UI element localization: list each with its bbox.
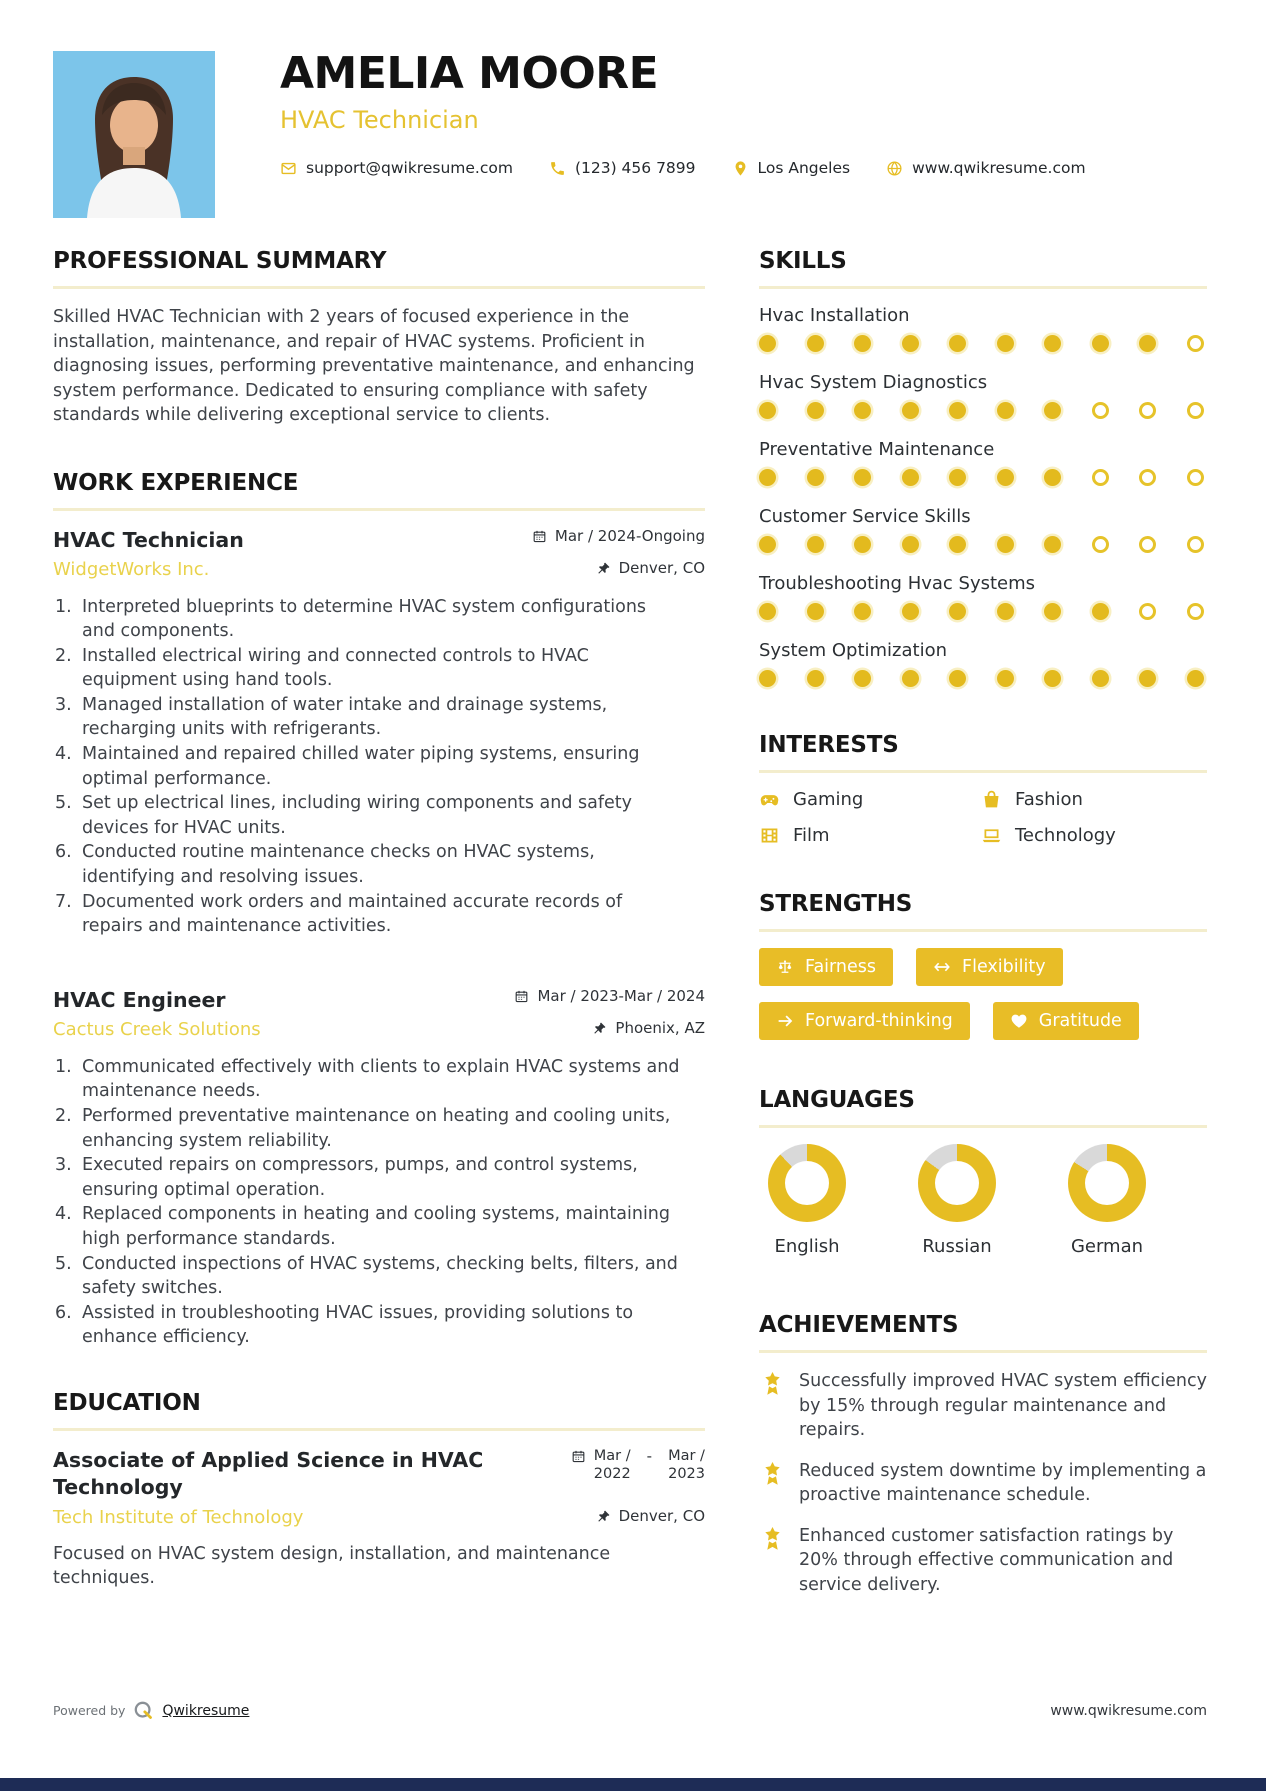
strength-badge — [759, 948, 893, 986]
skill-dot-filled — [759, 603, 776, 620]
bullet-number: 1. — [55, 596, 72, 617]
right-column — [759, 248, 1207, 1613]
job-subhead — [53, 559, 705, 580]
section-education — [53, 1390, 705, 1591]
bullet-number: 4. — [55, 744, 72, 765]
arrow-right-icon — [776, 1012, 794, 1030]
section-professional-summary — [53, 248, 705, 428]
skill-dot-filled — [759, 402, 776, 419]
experience-bullet — [53, 791, 683, 840]
achievement-text: Successfully improved HVAC system efficiency by 15% through regular maintenance and repairs. — [799, 1371, 1207, 1440]
skill-dot-filled — [1044, 670, 1061, 687]
education-heading: EDUCATION — [53, 1389, 201, 1416]
job-entry — [53, 987, 705, 1350]
skill-dot-filled — [854, 670, 871, 687]
skill-dot-filled — [997, 603, 1014, 620]
interest-item — [759, 825, 981, 846]
skill-rating — [759, 536, 1207, 553]
bullet-text: Installed electrical wiring and connected controls to HVAC equipment using hand tools. — [82, 645, 589, 691]
skill-label: Preventative Maintenance — [759, 439, 995, 460]
skill-dot-filled — [997, 536, 1014, 553]
section-underline — [53, 286, 705, 289]
section-languages — [759, 1087, 1207, 1257]
skill-dot-empty — [1139, 603, 1156, 620]
strength-label: Fairness — [805, 957, 877, 977]
skill-dot-filled — [1139, 670, 1156, 687]
achievement-item — [759, 1459, 1207, 1508]
skill-dot-filled — [1092, 603, 1109, 620]
skill-rating — [759, 335, 1207, 352]
skill-dot-filled — [997, 469, 1014, 486]
skill-dot-empty — [1139, 536, 1156, 553]
interest-item — [759, 789, 981, 810]
left-column — [53, 248, 705, 1591]
skill-label: Troubleshooting Hvac Systems — [759, 573, 1036, 594]
skill-dot-empty — [1187, 335, 1204, 352]
contact-text: (123) 456 7899 — [574, 159, 696, 178]
interests-heading: INTERESTS — [759, 732, 899, 758]
calendar-icon — [532, 529, 547, 544]
skill-dot-filled — [997, 402, 1014, 419]
education-entry — [53, 1447, 705, 1591]
experience-bullet — [53, 890, 683, 939]
page-title: AMELIA MOORE — [280, 48, 659, 99]
strength-badge — [993, 1002, 1139, 1040]
bullet-text: Executed repairs on compressors, pumps, and control systems, ensuring optimal operation. — [82, 1155, 638, 1200]
section-underline — [759, 1125, 1207, 1128]
interest-label: Film — [793, 825, 830, 846]
job-bullet-list — [53, 1055, 705, 1350]
skill-dot-filled — [949, 335, 966, 352]
bullet-number: 6. — [55, 842, 72, 863]
envelope-icon — [280, 160, 297, 177]
section-underline — [759, 929, 1207, 932]
strength-label: Flexibility — [962, 957, 1046, 977]
job-title: HVAC Technician — [53, 527, 244, 552]
skill-dot-filled — [1187, 670, 1204, 687]
achievement-text: Enhanced customer satisfaction ratings by 20% through effective communication and service delivery. — [799, 1525, 1174, 1595]
game-controller-icon — [759, 789, 780, 810]
interests-grid — [759, 789, 1207, 846]
skill-dot-filled — [902, 536, 919, 553]
bottom-accent-bar — [0, 1778, 1266, 1791]
achievement-text: Reduced system downtime by implementing a proactive maintenance schedule. — [799, 1460, 1207, 1505]
skill-dot-filled — [807, 670, 824, 687]
skill-dot-filled — [902, 603, 919, 620]
strength-badge — [759, 1002, 970, 1040]
bullet-text: Performed preventative maintenance on heating and cooling units, enhancing system reliability. — [82, 1106, 671, 1151]
skill-item — [759, 640, 1207, 687]
skill-label: Customer Service Skills — [759, 506, 971, 527]
job-subhead — [53, 1019, 705, 1040]
languages-row — [759, 1144, 1207, 1257]
skill-dot-empty — [1139, 469, 1156, 486]
skill-dot-empty — [1187, 402, 1204, 419]
left-right-arrows-icon — [933, 958, 951, 976]
profile-photo — [53, 51, 215, 218]
award-icon — [759, 1370, 786, 1397]
award-icon — [759, 1525, 786, 1552]
skill-dot-empty — [1187, 536, 1204, 553]
job-location-text: Denver, CO — [618, 558, 705, 577]
interest-item — [981, 789, 1207, 810]
education-location: Denver, CO — [596, 1507, 705, 1525]
footer — [53, 1700, 1207, 1721]
skill-dot-filled — [902, 469, 919, 486]
bullet-number: 2. — [55, 645, 72, 666]
header-job-title: HVAC Technician — [280, 106, 479, 135]
skill-dot-empty — [1139, 402, 1156, 419]
skill-label: Hvac Installation — [759, 305, 910, 326]
experience-bullet — [53, 742, 683, 791]
qwikresume-logo-icon — [133, 1700, 154, 1721]
skill-dot-filled — [854, 536, 871, 553]
skill-label: System Optimization — [759, 640, 947, 661]
job-location — [596, 559, 705, 577]
skill-dot-filled — [1044, 603, 1061, 620]
job-head — [53, 987, 705, 1013]
section-interests — [759, 732, 1207, 846]
company-name: WidgetWorks Inc. — [53, 558, 210, 580]
language-donut-chart — [918, 1144, 996, 1222]
skill-dot-filled — [1044, 469, 1061, 486]
qwikresume-link[interactable]: Qwikresume — [162, 1702, 250, 1719]
skill-rating — [759, 402, 1207, 419]
skill-dot-filled — [854, 469, 871, 486]
experience-bullet — [53, 644, 683, 693]
skill-dot-filled — [1044, 536, 1061, 553]
bullet-text: Replaced components in heating and cooling systems, maintaining high performance standards. — [82, 1204, 671, 1249]
skill-dot-filled — [997, 670, 1014, 687]
languages-heading: LANGUAGES — [759, 1087, 915, 1113]
skill-dot-filled — [902, 670, 919, 687]
skill-dot-empty — [1187, 469, 1204, 486]
bullet-number: 3. — [55, 1155, 72, 1176]
strength-badge — [916, 948, 1063, 986]
location-pin-icon — [732, 160, 749, 177]
pushpin-icon — [596, 1509, 611, 1524]
contact-text: www.qwikresume.com — [912, 159, 1086, 178]
skill-dot-filled — [759, 469, 776, 486]
skill-dot-filled — [949, 603, 966, 620]
interest-item — [981, 825, 1207, 846]
strengths-heading: STRENGTHS — [759, 891, 913, 917]
skill-dot-filled — [807, 469, 824, 486]
globe-icon — [886, 160, 903, 177]
language-label: German — [1070, 1236, 1144, 1257]
bullet-text: Set up electrical lines, including wiring components and safety devices for HVAC units. — [82, 793, 633, 838]
job-dates — [532, 527, 705, 545]
section-underline — [759, 286, 1207, 289]
skills-heading: SKILLS — [759, 248, 847, 274]
skill-dot-filled — [902, 335, 919, 352]
bullet-number: 5. — [55, 1253, 72, 1274]
interest-label: Technology — [1015, 825, 1116, 846]
calendar-icon — [514, 989, 529, 1004]
language-label: English — [774, 1236, 840, 1257]
bullet-number: 4. — [55, 1204, 72, 1225]
job-date-text: Mar / 2023-Mar / 2024 — [537, 986, 705, 1005]
skill-dot-filled — [807, 335, 824, 352]
job-entry — [53, 527, 705, 939]
job-location — [592, 1019, 705, 1037]
skill-dot-filled — [949, 536, 966, 553]
skill-item — [759, 573, 1207, 620]
skill-dot-filled — [759, 335, 776, 352]
job-title: HVAC Engineer — [53, 987, 226, 1012]
language-item — [759, 1144, 855, 1257]
section-work-experience — [53, 470, 705, 1350]
skill-dot-filled — [1044, 335, 1061, 352]
achievements-heading: ACHIEVEMENTS — [759, 1312, 959, 1338]
section-skills — [759, 248, 1207, 687]
skill-item — [759, 305, 1207, 352]
school-name: Tech Institute of Technology — [53, 1506, 304, 1528]
film-icon — [759, 825, 780, 846]
bullet-text: Managed installation of water intake and drainage systems, recharging units with refrigerants. — [82, 694, 608, 740]
skill-rating — [759, 469, 1207, 486]
balance-scale-icon — [776, 958, 794, 976]
skill-item — [759, 439, 1207, 486]
award-icon — [759, 1460, 786, 1487]
bullet-text: Maintained and repaired chilled water piping systems, ensuring optimal performance. — [82, 744, 640, 789]
experience-bullet — [53, 1153, 683, 1202]
contact-text: support@qwikresume.com — [306, 159, 513, 178]
achievements-list — [759, 1369, 1207, 1597]
skill-dot-filled — [807, 603, 824, 620]
strengths-badges — [759, 948, 1207, 1040]
calendar-icon — [571, 1449, 586, 1464]
experience-bullet — [53, 840, 683, 889]
job-date-text: Mar / 2024-Ongoing — [554, 526, 705, 545]
bullet-text: Communicated effectively with clients to explain HVAC systems and maintenance needs. — [82, 1056, 680, 1102]
contact-text: Los Angeles — [757, 159, 851, 178]
experience-bullet — [53, 693, 683, 742]
language-label: Russian — [922, 1236, 992, 1257]
skill-label: Hvac System Diagnostics — [759, 372, 988, 393]
company-name: Cactus Creek Solutions — [53, 1018, 261, 1040]
language-item — [1059, 1144, 1155, 1257]
contact-item[interactable] — [732, 159, 851, 177]
contact-row — [280, 159, 1086, 177]
skill-dot-empty — [1187, 603, 1204, 620]
bullet-number: 3. — [55, 694, 72, 715]
skill-item — [759, 506, 1207, 553]
handbag-icon — [981, 789, 1002, 810]
experience-heading: WORK EXPERIENCE — [53, 469, 299, 496]
skill-dot-filled — [997, 335, 1014, 352]
section-underline — [53, 1428, 705, 1431]
experience-bullet — [53, 1055, 683, 1104]
summary-text: Skilled HVAC Technician with 2 years of focused experience in the installation, maintenance, and repair of HVAC systems. Proficient in diagnosing issues, performing preventative maintenance, and enhancing system performance. Dedicated to ensuring compliance with safety standards while delivering exceptional service to clients. — [53, 307, 695, 425]
skill-dot-filled — [902, 402, 919, 419]
job-head — [53, 527, 705, 553]
job-bullet-list — [53, 595, 705, 939]
skill-dot-filled — [854, 603, 871, 620]
bullet-text: Conducted inspections of HVAC systems, checking belts, filters, and safety switches. — [82, 1253, 678, 1299]
job-location-text: Phoenix, AZ — [615, 1018, 705, 1037]
degree-title: Associate of Applied Science in HVAC Technology — [53, 1447, 484, 1499]
education-dates: Mar / 2022 - Mar / 2023 — [571, 1447, 705, 1483]
contact-item[interactable] — [280, 159, 513, 177]
summary-heading: PROFESSIONAL SUMMARY — [53, 248, 387, 274]
education-description: Focused on HVAC system design, installation, and maintenance techniques. — [53, 1543, 611, 1589]
language-donut-chart — [768, 1144, 846, 1222]
section-strengths — [759, 891, 1207, 1040]
pushpin-icon — [592, 1021, 607, 1036]
bullet-number: 5. — [55, 793, 72, 814]
skill-dot-filled — [1092, 335, 1109, 352]
skill-rating — [759, 670, 1207, 687]
contact-item[interactable] — [886, 159, 1085, 177]
experience-bullet — [53, 1104, 683, 1153]
job-list — [53, 527, 705, 1350]
skill-dot-filled — [807, 402, 824, 419]
skill-dot-filled — [1139, 335, 1156, 352]
skill-dot-filled — [949, 469, 966, 486]
skill-dot-filled — [854, 335, 871, 352]
bullet-number: 2. — [55, 1106, 72, 1126]
section-underline — [759, 1350, 1207, 1353]
powered-by-label: Powered by — [53, 1703, 126, 1718]
section-achievements — [759, 1312, 1207, 1597]
phone-icon — [549, 160, 566, 177]
interest-label: Gaming — [793, 789, 864, 810]
achievement-item — [759, 1524, 1207, 1598]
bullet-text: Assisted in troubleshooting HVAC issues, providing solutions to enhance efficiency. — [82, 1302, 634, 1348]
bullet-number: 1. — [55, 1056, 72, 1077]
skill-dot-filled — [807, 536, 824, 553]
bullet-text: Conducted routine maintenance checks on HVAC systems, identifying and resolving issues. — [82, 842, 595, 888]
bullet-text: Documented work orders and maintained accurate records of repairs and maintenance activities. — [82, 891, 623, 937]
strength-label: Gratitude — [1038, 1011, 1122, 1031]
skill-dot-filled — [759, 536, 776, 553]
experience-bullet — [53, 595, 683, 644]
experience-bullet — [53, 1202, 683, 1251]
skill-dot-filled — [1044, 402, 1061, 419]
skill-dot-filled — [949, 670, 966, 687]
profile-photo-illustration — [53, 51, 215, 218]
skill-dot-filled — [1092, 670, 1109, 687]
pushpin-icon — [596, 561, 611, 576]
skill-rating — [759, 603, 1207, 620]
strength-label: Forward-thinking — [805, 1011, 953, 1031]
skill-dot-empty — [1092, 536, 1109, 553]
header — [280, 50, 1086, 177]
laptop-icon — [981, 825, 1002, 846]
job-dates — [514, 987, 705, 1005]
language-donut-chart — [1068, 1144, 1146, 1222]
skill-dot-filled — [759, 670, 776, 687]
skill-dot-empty — [1092, 402, 1109, 419]
bullet-number: 6. — [55, 1302, 72, 1323]
bullet-text: Interpreted blueprints to determine HVAC system configurations and components. — [82, 596, 647, 642]
contact-item[interactable] — [549, 159, 696, 177]
section-underline — [53, 508, 705, 511]
section-underline — [759, 770, 1207, 773]
language-item — [909, 1144, 1005, 1257]
skill-item — [759, 372, 1207, 419]
skills-list — [759, 305, 1207, 687]
interest-label: Fashion — [1015, 789, 1083, 810]
experience-bullet — [53, 1252, 683, 1301]
achievement-item — [759, 1369, 1207, 1443]
experience-bullet — [53, 1301, 683, 1350]
bullet-number: 7. — [55, 891, 72, 912]
skill-dot-filled — [854, 402, 871, 419]
footer-site-link[interactable]: www.qwikresume.com — [1050, 1702, 1207, 1719]
skill-dot-filled — [949, 402, 966, 419]
heart-icon — [1010, 1012, 1028, 1030]
skill-dot-empty — [1092, 469, 1109, 486]
powered-by — [53, 1700, 249, 1721]
